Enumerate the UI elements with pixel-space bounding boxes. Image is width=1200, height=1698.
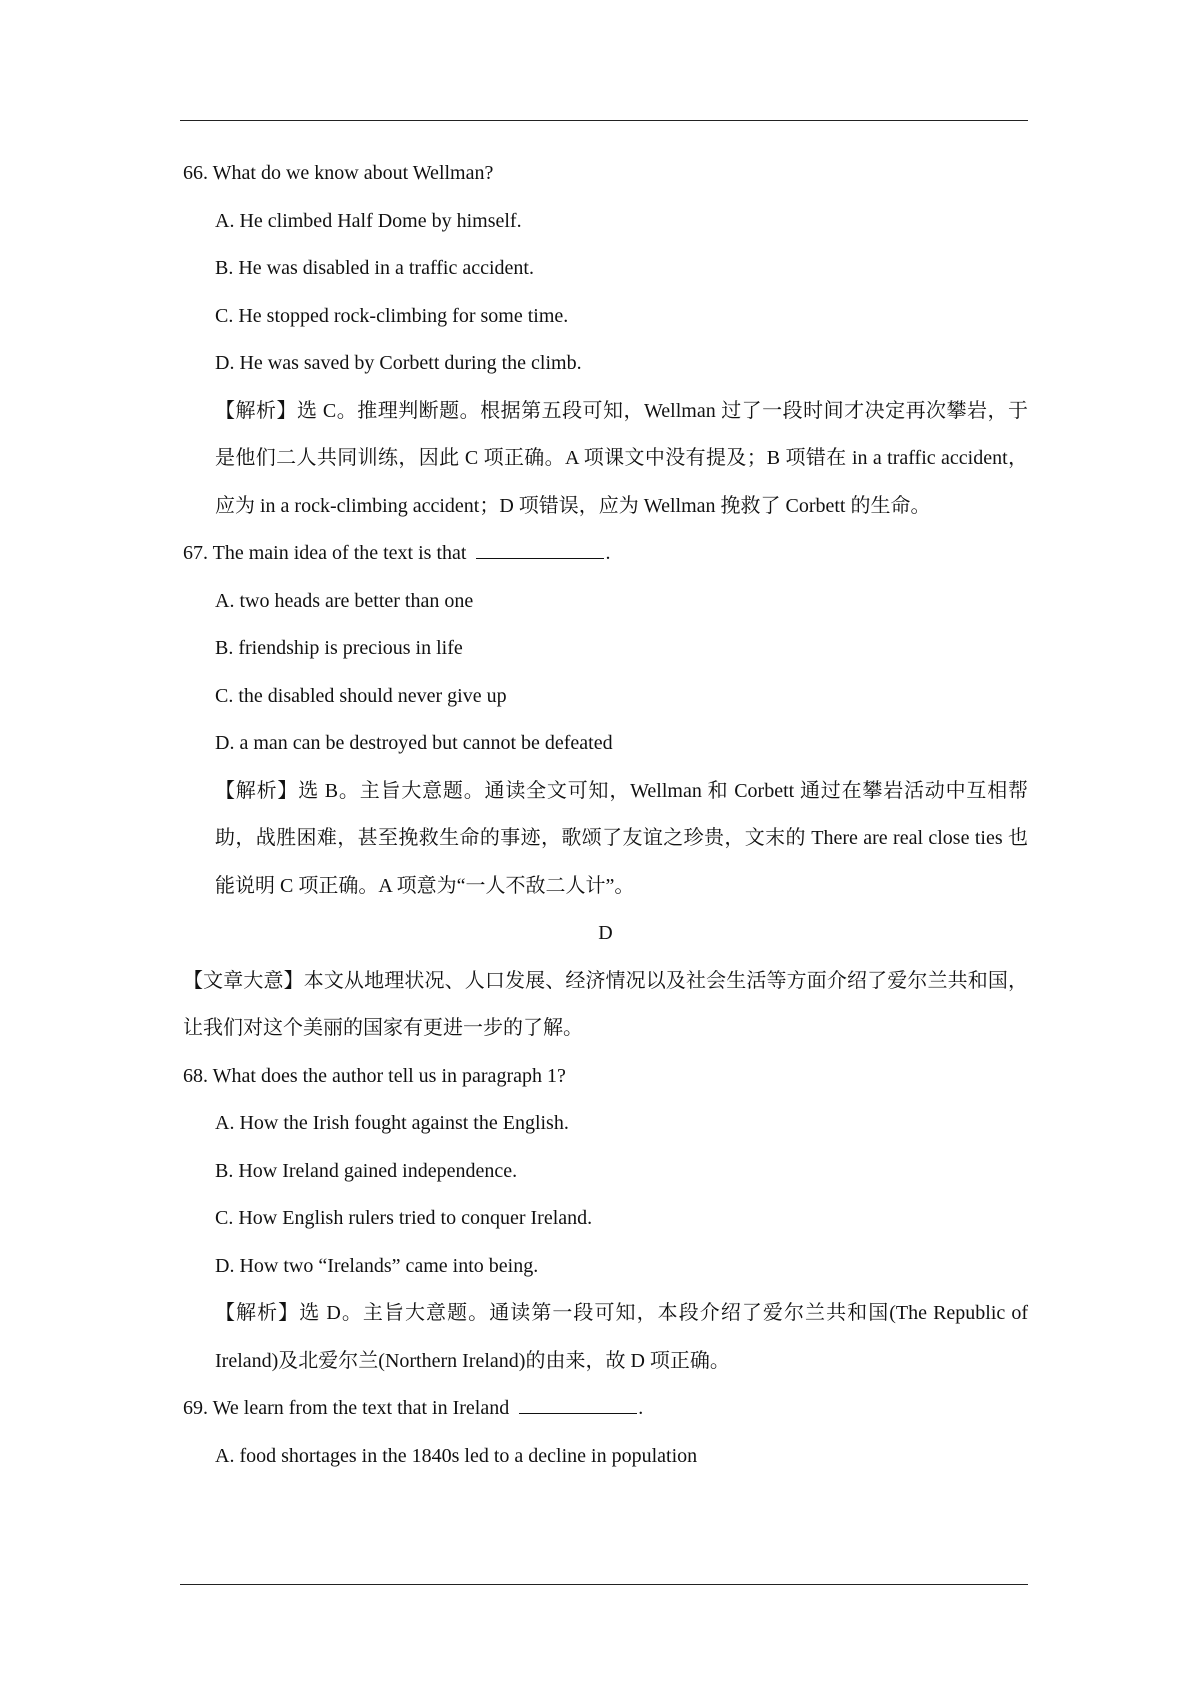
question-68-stem: 68. What does the author tell us in paragraph 1? — [183, 1064, 566, 1087]
question-68-option-a: A. How the Irish fought against the English. — [215, 1112, 569, 1134]
question-67-option-d: D. a man can be destroyed but cannot be defeated — [215, 732, 613, 754]
question-66-option-b: B. He was disabled in a traffic accident. — [215, 257, 534, 279]
question-69-stem-end: . — [638, 1397, 644, 1419]
question-68-option-b: B. How Ireland gained independence. — [215, 1159, 518, 1182]
question-68-option-c: C. How English rulers tried to conquer Ireland. — [215, 1207, 593, 1229]
page-content — [183, 150, 1028, 1480]
section-intro: 【文章大意】本文从地理状况、人口发展、经济情况以及社会生活等方面介绍了爱尔兰共和国，让我们对这个美丽的国家有更进一步的了解。 — [183, 969, 1028, 1039]
question-67-explanation: 【解析】选 B。主旨大意题。通读全文可知，Wellman 和 Corbett 通过在攀岩活动中互相帮助，战胜困难，甚至挽救生命的事迹，歌颂了友谊之珍贵，文末的 There are real close ties 也能说明 C 项正确。A 项意为“一人不敌二人计”。 — [215, 779, 1028, 897]
question-67-stem: 67. The main idea of the text is that — [183, 542, 467, 564]
question-66-option-d: D. He was saved by Corbett during the climb. — [215, 352, 582, 374]
question-67-stem-end: . — [605, 542, 611, 564]
question-67-option-c: C. the disabled should never give up — [215, 684, 507, 707]
section-letter: D — [598, 922, 613, 944]
answer-blank — [519, 1393, 637, 1414]
question-68-explanation: 【解析】选 D。主旨大意题。通读第一段可知，本段介绍了爱尔兰共和国(The Republic of Ireland)及北爱尔兰(Northern Ireland)的由来，故 D 项正确。 — [215, 1302, 1028, 1372]
question-67-stem-line — [183, 530, 1028, 578]
answer-blank — [476, 538, 604, 559]
question-66-explanation: 【解析】选 C。推理判断题。根据第五段可知，Wellman 过了一段时间才决定再次攀岩，于是他们二人共同训练，因此 C 项正确。A 项课文中没有提及；B 项错在 in a traffic accident，应为 in a rock-climbing accident；D 项错误，应为 Wellman 挽救了 Corbett 的生命。 — [215, 399, 1028, 517]
question-66-option-a: A. He climbed Half Dome by himself. — [215, 209, 522, 232]
question-66-stem: 66. What do we know about Wellman? — [183, 162, 494, 184]
question-67-option-b: B. friendship is precious in life — [215, 637, 463, 659]
question-69-stem-line — [183, 1385, 1028, 1433]
header-rule — [180, 120, 1028, 121]
question-68-option-d: D. How two “Irelands” came into being. — [215, 1254, 539, 1277]
footer-rule — [180, 1584, 1028, 1585]
question-67-option-a: A. two heads are better than one — [215, 589, 474, 612]
question-69-stem: 69. We learn from the text that in Ireland — [183, 1397, 510, 1419]
question-69-option-a: A. food shortages in the 1840s led to a decline in population — [215, 1444, 698, 1467]
question-66-option-c: C. He stopped rock-climbing for some time. — [215, 304, 569, 327]
